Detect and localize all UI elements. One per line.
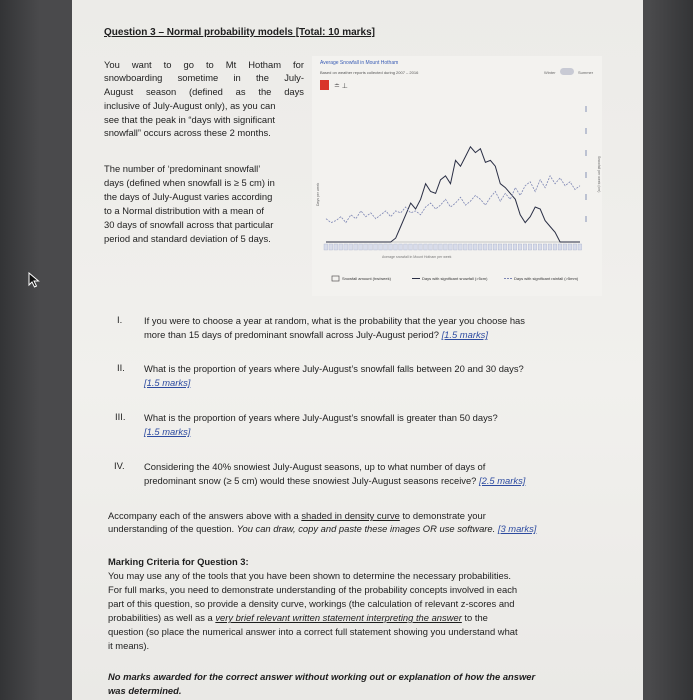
chart-canvas bbox=[312, 56, 602, 296]
week-bar bbox=[444, 244, 448, 250]
criteria-line: You may use any of the tools that you have been shown to determine the necessary probabilities. bbox=[108, 570, 512, 581]
season-toggle[interactable] bbox=[560, 68, 574, 75]
week-bar bbox=[404, 244, 408, 250]
week-bar bbox=[458, 244, 462, 250]
week-bar bbox=[573, 244, 577, 250]
criteria-text: to the bbox=[461, 612, 488, 623]
question-number: IV. bbox=[114, 460, 125, 471]
accompany-marks: [3 marks] bbox=[497, 523, 537, 534]
week-bar bbox=[568, 244, 572, 250]
week-bar bbox=[399, 244, 403, 250]
question-line: predominant snow (≥ 5 cm) would these snowiest July-August seasons receive? bbox=[144, 475, 479, 486]
week-bar bbox=[414, 244, 418, 250]
week-bar bbox=[523, 244, 527, 250]
question-number: I. bbox=[117, 314, 123, 325]
accompany-text: to demonstrate your bbox=[399, 510, 486, 521]
week-bar bbox=[473, 244, 477, 250]
week-bar bbox=[528, 244, 532, 250]
week-bar bbox=[478, 244, 482, 250]
criteria-line: question (so place the numerical answer into a correct full statement showing you understand what bbox=[108, 626, 518, 637]
week-bar bbox=[389, 244, 393, 250]
criteria-line: it means). bbox=[108, 640, 150, 651]
week-bar bbox=[364, 244, 368, 250]
chart-title: Average Snowfall in Mount Hotham bbox=[320, 60, 399, 66]
week-bar bbox=[424, 244, 428, 250]
accompany-italic: You can draw, copy and paste these images OR use software. bbox=[236, 523, 496, 534]
toggle-winter-label[interactable]: Winter bbox=[544, 70, 556, 75]
week-bar bbox=[384, 244, 388, 250]
week-bar bbox=[468, 244, 472, 250]
intro-line: see that the peak in “days with significant bbox=[104, 114, 275, 125]
week-bar bbox=[369, 244, 373, 250]
mouse-pointer-icon bbox=[27, 272, 43, 288]
left-axis-label: Days per week bbox=[316, 182, 320, 206]
intro-line: The number of ‘predominant snowfall’ bbox=[104, 163, 261, 174]
criteria-title: Marking Criteria for Question 3: bbox=[108, 556, 249, 567]
week-bar bbox=[543, 244, 547, 250]
week-bar bbox=[558, 244, 562, 250]
intro-line: to a Normal distribution with a mean of bbox=[104, 205, 264, 216]
chart-legend bbox=[332, 276, 579, 281]
criteria-line: For full marks, you need to demonstrate understanding of the probability concepts involved in each bbox=[108, 584, 518, 595]
week-bar bbox=[359, 244, 363, 250]
week-bar bbox=[419, 244, 423, 250]
intro-line: the days of July-August varies according bbox=[104, 191, 273, 202]
intro-line: August season (defined as the days bbox=[104, 86, 304, 97]
right-axis-label: Snowfall per week (cm) bbox=[597, 156, 601, 193]
week-bar bbox=[434, 244, 438, 250]
week-bar bbox=[453, 244, 457, 250]
snow-icon bbox=[320, 80, 329, 90]
accompany-underlined: shaded in density curve bbox=[301, 510, 400, 521]
intro-line: inclusive of July-August only), as you can bbox=[104, 100, 276, 111]
week-bar bbox=[483, 244, 487, 250]
question-text: If you were to choose a year at random, what is the probability that the year you choose has bbox=[144, 315, 525, 326]
week-bar bbox=[508, 244, 512, 250]
accompany-text: Accompany each of the answers above with a bbox=[108, 510, 302, 521]
footer-note-line: was determined. bbox=[108, 685, 182, 696]
week-bar bbox=[429, 244, 433, 250]
snowfall-chart bbox=[312, 56, 602, 296]
question-number: III. bbox=[115, 411, 126, 422]
week-bar bbox=[374, 244, 378, 250]
question-marks: [1.5 marks] bbox=[144, 426, 191, 437]
week-bar bbox=[409, 244, 413, 250]
week-bar bbox=[538, 244, 542, 250]
week-bar bbox=[379, 244, 383, 250]
week-bar bbox=[518, 244, 522, 250]
week-bar bbox=[578, 244, 582, 250]
week-bar bbox=[354, 244, 358, 250]
intro-line: You want to go to Mt Hotham for bbox=[104, 59, 304, 70]
week-bar bbox=[553, 244, 557, 250]
criteria-line: part of this question, so provide a density curve, workings (the calculation of relevant z-scores and bbox=[108, 598, 515, 609]
week-bar bbox=[439, 244, 443, 250]
accompany-text: understanding of the question. bbox=[108, 523, 237, 534]
criteria-text: probabilities) as well as a bbox=[108, 612, 216, 623]
intro-line: 30 days of snowfall across that particular bbox=[104, 219, 274, 230]
criteria-underlined: very brief relevant written statement interpreting the answer bbox=[215, 612, 462, 623]
chart-background bbox=[312, 56, 602, 296]
week-bar bbox=[563, 244, 567, 250]
question-text: What is the proportion of years where July-August’s snowfall falls between 20 and 30 days? bbox=[144, 363, 524, 374]
week-bar bbox=[493, 244, 497, 250]
week-bar bbox=[548, 244, 552, 250]
question-heading: Question 3 – Normal probability models [Total: 10 marks] bbox=[104, 27, 375, 38]
week-bar bbox=[503, 244, 507, 250]
week-bar bbox=[533, 244, 537, 250]
toggle-summer-label[interactable]: Summer bbox=[578, 70, 594, 75]
accompany-line-1 bbox=[108, 509, 608, 523]
legend-item: Days with significant rainfall (>5mm) bbox=[514, 276, 579, 281]
week-bar bbox=[324, 244, 328, 250]
week-bar bbox=[334, 244, 338, 250]
week-bar bbox=[394, 244, 398, 250]
intro-line: snowfall” occurs across these 2 months. bbox=[104, 127, 271, 138]
legend-item: Days with significant snowfall (>5cm) bbox=[422, 276, 488, 281]
rain-icon: ≐ ⊥ bbox=[334, 83, 348, 90]
question-marks: [1.5 marks] bbox=[144, 377, 191, 388]
chart-footer-note: Average snowfall in Mount Hotham per week bbox=[382, 255, 452, 259]
week-bar bbox=[349, 244, 353, 250]
question-marks: [2.5 marks] bbox=[479, 475, 526, 486]
intro-line: days (defined when snowfall is ≥ 5 cm) in bbox=[104, 177, 275, 188]
question-text: What is the proportion of years where July-August’s snowfall is greater than 50 days? bbox=[144, 412, 498, 423]
week-bar bbox=[463, 244, 467, 250]
week-bar bbox=[449, 244, 453, 250]
question-text-cont bbox=[144, 328, 614, 342]
question-text-cont bbox=[144, 474, 624, 488]
week-bar bbox=[498, 244, 502, 250]
week-bar bbox=[488, 244, 492, 250]
legend-item: Snowfall amount (hw/week) bbox=[342, 276, 391, 281]
week-bar bbox=[329, 244, 333, 250]
criteria-line-4 bbox=[108, 611, 618, 625]
week-bar bbox=[339, 244, 343, 250]
accompany-line-2 bbox=[108, 522, 618, 536]
footer-note-line: No marks awarded for the correct answer without working out or explanation of how the answer bbox=[108, 671, 536, 682]
question-marks: [1.5 marks] bbox=[441, 329, 488, 340]
week-bar bbox=[513, 244, 517, 250]
week-bar bbox=[344, 244, 348, 250]
question-number: II. bbox=[117, 362, 125, 373]
question-text: Considering the 40% snowiest July-August seasons, up to what number of days of bbox=[144, 461, 486, 472]
chart-subtitle: Based on weather reports collected during 2007 – 2016 bbox=[320, 70, 419, 75]
intro-line: snowboarding sometime in the July- bbox=[104, 72, 304, 83]
question-line: more than 15 days of predominant snowfall across July-August period? bbox=[144, 329, 442, 340]
intro-line: period and standard deviation of 5 days. bbox=[104, 233, 271, 244]
